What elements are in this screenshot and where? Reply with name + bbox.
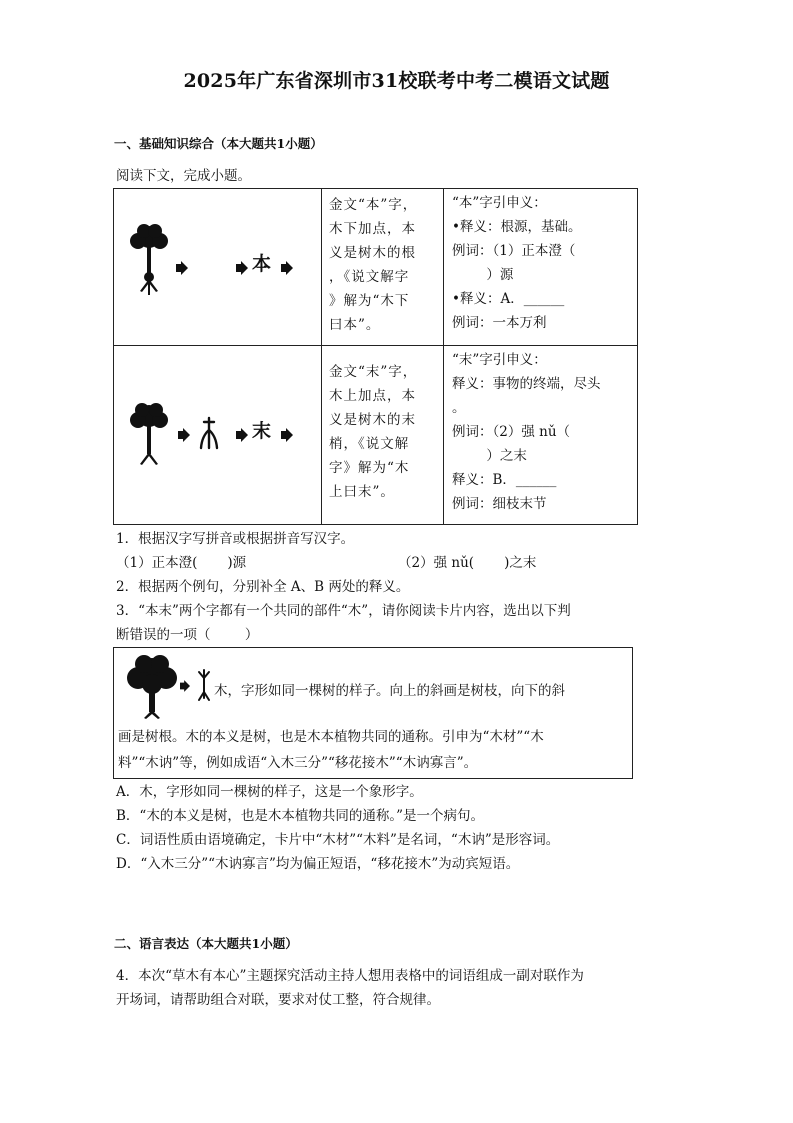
desc-line: 上曰末”。 (329, 484, 395, 500)
def-line: 例词：（2）强 nǔ（ (452, 424, 571, 440)
question-4-line-2: 开场词，请帮助组合对联，要求对仗工整，符合规律。 (116, 992, 440, 1008)
mo-definitions (444, 346, 638, 525)
arrow-right-icon (281, 261, 293, 275)
section-1-heading: 一、基础知识综合（本大题共1小题） (114, 136, 323, 151)
desc-line: 金文“本”字， (329, 197, 418, 213)
tree-with-root-dot-icon (124, 223, 174, 297)
option-a: A．木，字形如同一棵树的样子，这是一个象形字。 (116, 784, 423, 800)
def-line: 例词：细枝末节 (452, 496, 547, 512)
card-line-1: 木，字形如同一棵树的样子。向上的斜画是树枝，向下的斜 (214, 683, 565, 699)
ben-definitions (444, 189, 638, 346)
card-line-3: 料”“木讷”等，例如成语“入木三分”“移花接木”“木讷寡言”。 (118, 755, 478, 771)
tree-with-top-dot-icon (126, 400, 172, 466)
bronze-mo-glyph-icon (198, 416, 220, 450)
arrow-right-icon (236, 261, 248, 275)
question-2: 2．根据两个例句，分别补全 A、B 两处的释义。 (116, 579, 410, 595)
ancient-mu-glyph-icon (196, 668, 212, 702)
desc-line: 梢，《说文解 (329, 436, 410, 452)
option-b: B．“木的本义是树，也是木本植物共同的通称。”是一个病句。 (116, 808, 484, 824)
question-4-line-1: 4．本次“草木有本心”主题探究活动主持人想用表格中的词语组成一副对联作为 (116, 968, 584, 984)
arrow-right-icon (180, 680, 190, 692)
desc-line: 金文“末”字， (329, 364, 418, 380)
def-line: •释义：A．______ (452, 291, 565, 307)
desc-line: 义是树木的末 (329, 412, 416, 428)
option-c: C．词语性质由语境确定，卡片中“木材”“木料”是名词，“木讷”是形容词。 (116, 832, 560, 848)
card-line-2: 画是树根。木的本义是树，也是木本植物共同的通称。引申为“木材”“木 (118, 729, 544, 745)
section-2-heading: 二、语言表达（本大题共1小题） (114, 936, 298, 951)
desc-line: 木上加点，本 (329, 388, 416, 404)
question-3-line-1: 3．“本末”两个字都有一个共同的部件“木”，请你阅读卡片内容，选出以下判 (116, 603, 571, 619)
desc-line: 木下加点，本 (329, 221, 416, 237)
arrow-right-icon (281, 428, 293, 442)
desc-line: 曰本”。 (329, 317, 381, 333)
def-line: “末”字引申义： (452, 352, 547, 368)
def-line: 例词：一本万利 (452, 315, 547, 331)
ben-character: 本 (252, 253, 272, 275)
page-title: 2025年广东省深圳市31校联考中考二模语文试题 (183, 70, 610, 92)
arrow-right-icon (178, 428, 190, 442)
def-line: 。 (452, 400, 466, 416)
desc-line: 义是树木的根 (329, 245, 416, 261)
def-line: ）源 (452, 267, 514, 283)
mo-evolution-cell (114, 346, 322, 525)
arrow-right-icon (236, 428, 248, 442)
ben-description (322, 189, 444, 346)
def-line: 释义：B．______ (452, 472, 557, 488)
desc-line: 》解为“木下 (329, 293, 410, 309)
arrow-right-icon (176, 261, 188, 275)
def-line: ）之末 (452, 448, 527, 464)
tree-picture-icon (122, 654, 182, 720)
question-1-part-a: （1）正本澄( )源 (116, 555, 247, 571)
character-evolution-table (113, 188, 638, 525)
def-line: 释义：事物的终端，尽头 (452, 376, 601, 392)
table-row-mo (114, 346, 638, 525)
option-d: D．“入木三分”“木讷寡言”均为偏正短语，“移花接木”为动宾短语。 (116, 856, 520, 872)
def-line: 例词：（1）正本澄（ (452, 243, 576, 259)
desc-line: ，《说文解字 (329, 269, 410, 285)
reading-intro: 阅读下文，完成小题。 (116, 168, 251, 184)
question-1: 1．根据汉字写拼音或根据拼音写汉字。 (116, 531, 355, 547)
def-line: •释义：根源，基础。 (452, 219, 582, 235)
question-3-line-2: 断错误的一项（ ） (116, 627, 259, 643)
mo-description (322, 346, 444, 525)
desc-line: 字》解为“木 (329, 460, 410, 476)
ben-evolution-cell (114, 189, 322, 346)
question-1-part-b: （2）强 nǔ( )之末 (398, 555, 537, 571)
table-row-ben (114, 189, 638, 346)
mo-character: 末 (252, 420, 272, 442)
reading-card (113, 647, 633, 779)
def-line: “本”字引申义： (452, 195, 547, 211)
